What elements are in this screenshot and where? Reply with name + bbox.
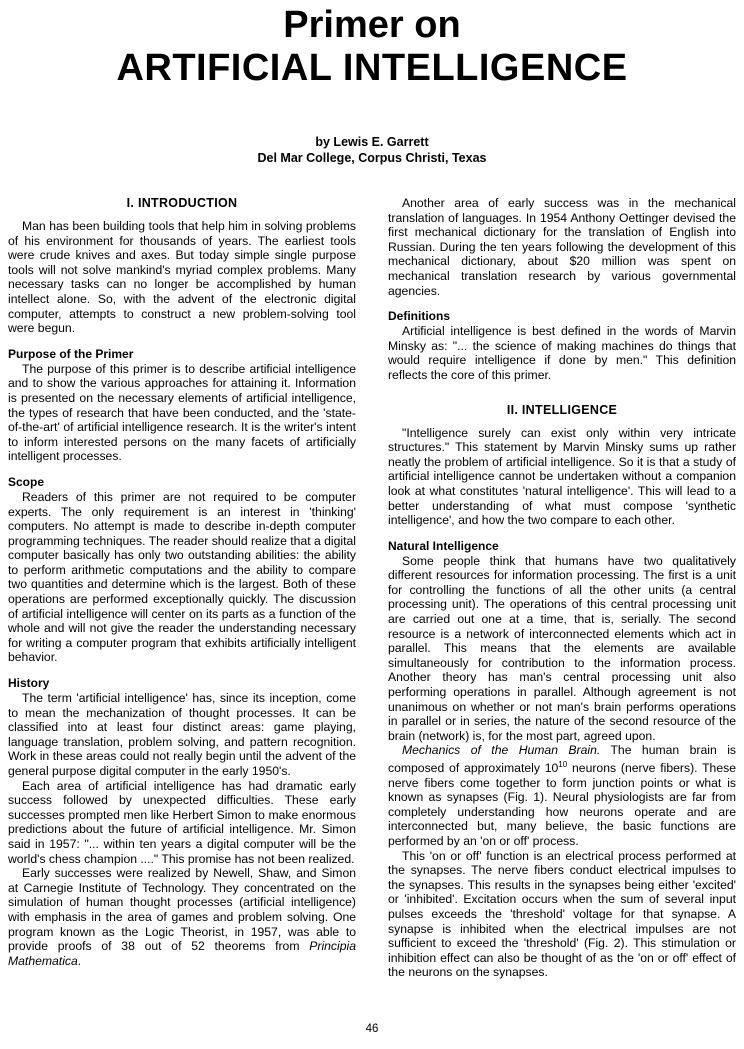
paragraph-history-2: Each area of artificial intelligence has had dramatic early success followed by unexpected difficulties. These early successes prompted men like Herbert Simon to make enormous predictions about the future of artificial intelligence. Mr. Simon said in 1957: "... within ten years a digital computer will be the world's chess champion ...." This promise has not been realized. (8, 778, 356, 866)
heading-natural-intelligence: Natural Intelligence (388, 538, 499, 553)
author-affiliation: Del Mar College, Corpus Christi, Texas (257, 151, 487, 165)
paragraph-translation-1: Another area of early success was in the mechanical translation of languages. In 1954 Anthony Oettinger devised the first mechanical dictionary for the translation of English into Russian. During the ten years following the development of this mechanical dictionary, about $20 million was spent on mechanical translation research by various governmental agencies. (388, 196, 736, 298)
heading-purpose: Purpose of the Primer (8, 346, 134, 361)
paragraph-natural-1: Some people think that humans have two qualitatively different resources for information processing. The first is a unit for controlling the functions of all the other units (a central processing unit). The operations of this central processing unit are carried out one at a time, that is, serially. The second resource is a network of interconnected elements which act in parallel. This means that the elements are available simultaneously for contribution to the information process. Another theory has man's central processing unit also performing operations in parallel. Although agreement is not unanimous on whether or not man's brain performs operations in parallel or in series, the nature of the second resource of the brain (network) is, for the most part, agreed upon. (388, 553, 736, 743)
paragraph-intelligence-1: "Intelligence surely can exist only within very intricate structures." This statement by Marvin Minsky sums up rather neatly the problem of artificial intelligence. So it is that a study of artificial intelligence cannot be undertaken without a companion look at what constitutes 'natural intelligence'. This will lead to a better understanding of what must compose 'synthetic intelligence', and how the two compare to each other. (388, 425, 736, 528)
paragraph-mechanics-1 (388, 743, 736, 848)
page-number: 46 (365, 1023, 379, 1035)
mechanics-exponent: 10 (558, 760, 568, 769)
paragraph-scope-1: Readers of this primer are not required to be computer experts. The only requirement is an interest in 'thinking' computers. No attempt is made to describe in-depth computer programming techniques. The reader should realize that a digital computer basically has only two outstanding abilities: the ability to perform arithmetic computations and the ability to compare two quantities and determine which is the largest. Both of these operations are performed exceptionally quickly. The discussion of artificial intelligence will center on its parts as a function of the whole and will not give the reader the understanding necessary for writing a computer program that exhibits artificially intelligent behavior. (8, 489, 356, 665)
heading-scope: Scope (8, 474, 45, 489)
left-column (8, 196, 356, 980)
paragraph-purpose-1: The purpose of this primer is to describe artificial intelligence and to show the various approaches for attaining it. Information is presented on the necessary elements of artificial intelligence, the types of research that have been conducted, and the 'state-of-the-art' of artificial intelligence research. It is the writer's intent to inform interested persons on the many facets of artificially intelligent processes. (8, 361, 356, 464)
paragraph-history-1: The term 'artificial intelligence' has, since its inception, come to mean the mechanization of thought processes. It can be classified into at least four distinct areas: game playing, language translation, problem solving, and pattern recognition. Work in these areas could not really begin until the advent of the general purpose digital computer in the early 1950's. (8, 691, 356, 778)
heading-history: History (8, 676, 50, 691)
paragraph-definitions-1: Artificial intelligence is best defined in the words of Marvin Minsky as: "... the science of making machines do things that would require intelligence if done by men." This definition reflects the core of this primer. (388, 324, 736, 382)
page-title-line1: Primer on (283, 4, 461, 46)
right-column (388, 196, 736, 980)
author-byline: by Lewis E. Garrett (315, 135, 429, 149)
paragraph-history-3 (8, 866, 356, 968)
page-title-line2: ARTIFICIAL INTELLIGENCE (116, 47, 628, 89)
mechanics-text-b: neurons (nerve fibers). These nerve fibers come together to form junction points or what is known as synapses (Fig. 1). Neural physiologists are far from completely understanding how neurons operate and are interconnected but, many believe, the basic functions are performed by an 'on or off' process. (388, 761, 736, 849)
history-3-citation: Principia Mathematica (8, 939, 356, 968)
heading-introduction: I. INTRODUCTION (126, 196, 238, 210)
mechanics-text-a: The human brain is composed of approximately 10 (388, 743, 736, 776)
heading-definitions: Definitions (388, 309, 450, 324)
heading-intelligence: II. INTELLIGENCE (506, 402, 618, 417)
title-block (0, 0, 744, 166)
mechanics-run-in-head: Mechanics of the Human Brain. (402, 743, 601, 758)
paragraph-intro-1: Man has been building tools that help him in solving problems of his environment for thousands of years. The earliest tools were crude knives and axes. But today simple single purpose tools will not solve mankind's myriad complex problems. Many necessary tasks can no longer be accomplished by human intellect alone. So, with the advent of the electronic digital computer, attempts to construct a new problem-solving tool were begun. (8, 219, 356, 336)
history-3-text-a: Early successes were realized by Newell, Shaw, and Simon at Carnegie Institute of Technology. They concentrated on the simulation of human thought processes (artificial intelligence) with emphasis in the area of games and problem solving. One program known as the Logic Theorist, in 1957, was able to provide proofs of 38 out of 52 theorems from (8, 866, 356, 954)
paragraph-onoff-1: This 'on or off' function is an electrical process performed at the synapses. The nerve fibers conduct electrical impulses to the synapses. This results in the synapses being either 'excited' or 'inhibited'. Excitation occurs when the sum of several input pulses exceeds the 'threshold' voltage for that synapse. A synapse is inhibited when the electrical impulses are not sufficient to exceed the 'threshold' (Fig. 2). This stimulation or inhibition effect can also be thought of as the 'on or off' effect of the neurons on the synapses. (388, 848, 736, 980)
body-columns (0, 196, 744, 980)
history-3-text-b: . (77, 953, 82, 968)
